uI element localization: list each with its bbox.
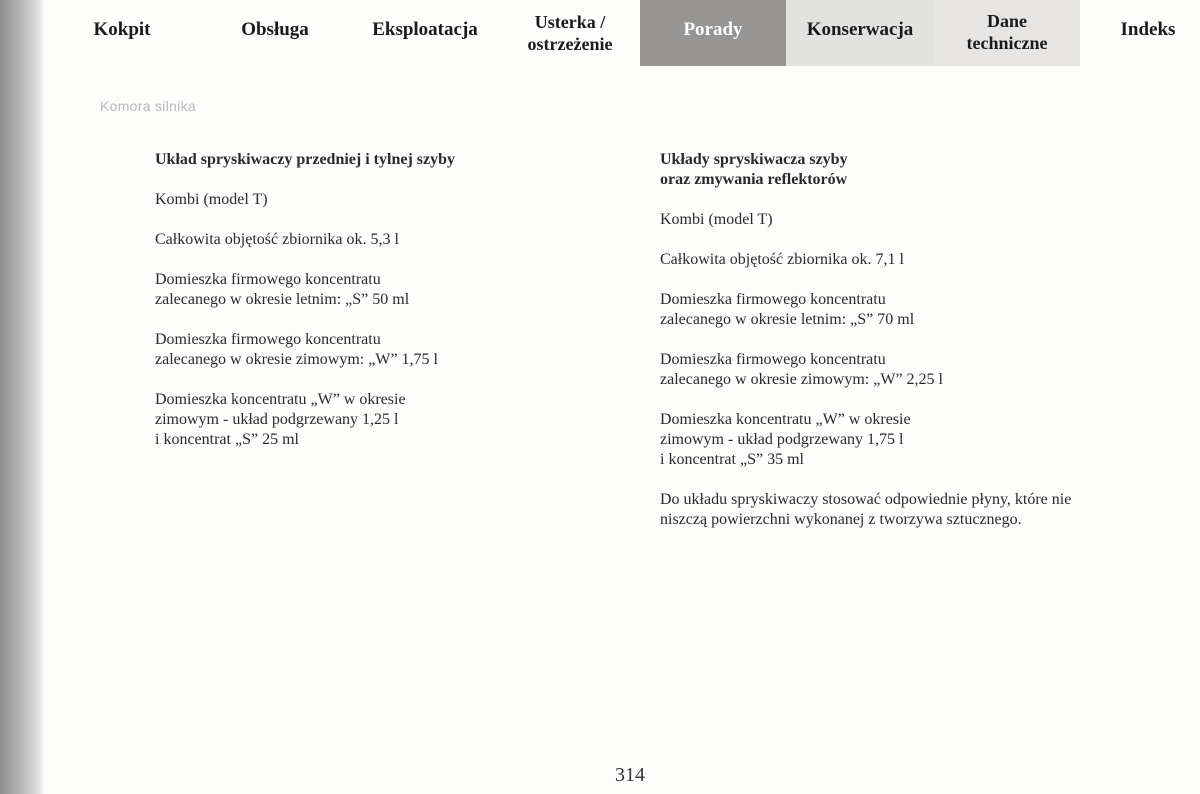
left-paragraph: Domieszka firmowego koncentratu zalecanego w okresie letnim: „S” 50 ml	[155, 271, 410, 308]
tab-label: Usterka / ostrzeżenie	[527, 12, 613, 54]
tab-obsluga[interactable]	[200, 0, 350, 66]
right-column	[660, 150, 1140, 550]
right-paragraph: Kombi (model T)	[660, 211, 773, 228]
tab-usterka-ostrzezenie[interactable]	[500, 0, 640, 66]
section-heading: Komora silnika	[100, 98, 197, 114]
left-column-title: Układ spryskiwaczy przedniej i tylnej szyby	[155, 151, 455, 168]
right-paragraph: Do układu spryskiwaczy stosować odpowiednie płyny, które nie niszczą powierzchni wykonanej z tworzywa sztucznego.	[660, 491, 1072, 528]
left-paragraph: Domieszka firmowego koncentratu zalecanego w okresie zimowym: „W” 1,75 l	[155, 331, 438, 368]
tab-kokpit[interactable]	[44, 0, 200, 66]
right-paragraph: Całkowita objętość zbiornika ok. 7,1 l	[660, 251, 904, 268]
tab-label: Porady	[683, 19, 743, 40]
page-number: 314	[615, 764, 645, 786]
left-paragraph: Całkowita objętość zbiornika ok. 5,3 l	[155, 231, 399, 248]
tab-konserwacja[interactable]	[786, 0, 934, 66]
right-paragraph: Domieszka firmowego koncentratu zalecanego w okresie zimowym: „W” 2,25 l	[660, 351, 943, 388]
tab-indeks[interactable]	[1080, 0, 1200, 66]
page-binding-edge	[0, 0, 44, 794]
tab-label: Konserwacja	[806, 19, 914, 40]
tab-porady[interactable]	[640, 0, 786, 66]
tab-label: Obsługa	[241, 19, 309, 40]
chapter-tab-bar	[44, 0, 1200, 66]
tab-label: Kokpit	[93, 19, 151, 40]
tab-eksploatacja[interactable]	[350, 0, 500, 66]
left-column	[155, 150, 575, 470]
tab-label: Dane techniczne	[966, 11, 1048, 53]
right-column-title: Układy spryskiwacza szyby oraz zmywania reflektorów	[660, 151, 848, 188]
left-paragraph: Domieszka koncentratu „W” w okresie zimowym - układ podgrzewany 1,25 l i koncentrat „S” 25 ml	[155, 391, 406, 448]
tab-dane-techniczne[interactable]	[934, 0, 1080, 66]
right-paragraph: Domieszka firmowego koncentratu zalecanego w okresie letnim: „S” 70 ml	[660, 291, 915, 328]
left-paragraph: Kombi (model T)	[155, 191, 268, 208]
tab-label: Indeks	[1120, 19, 1176, 40]
right-paragraph: Domieszka koncentratu „W” w okresie zimowym - układ podgrzewany 1,75 l i koncentrat „S” 35 ml	[660, 411, 911, 468]
tab-label: Eksploatacja	[372, 19, 478, 40]
